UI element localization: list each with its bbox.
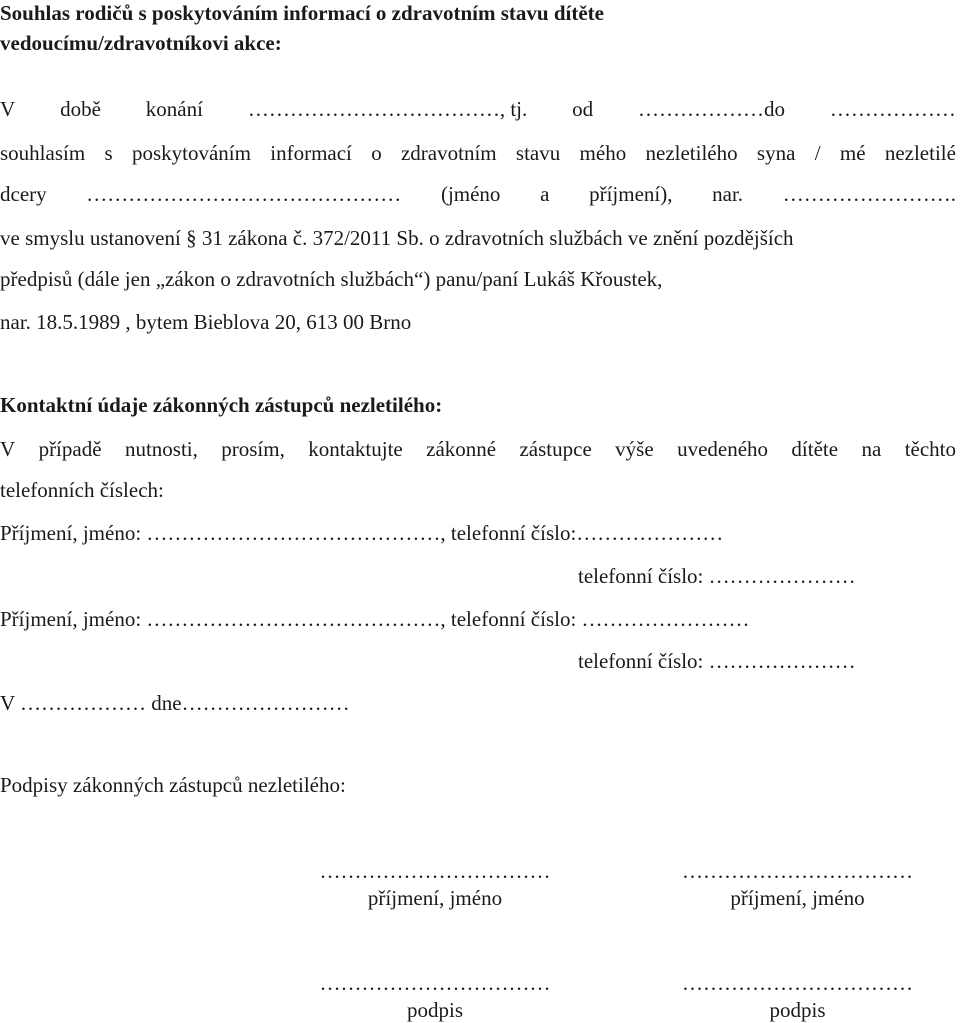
consent-line-6: nar. 18.5.1989 , bytem Bieblova 20, 613 00 Brno [0, 310, 412, 334]
word: dítěte [791, 437, 839, 461]
word: (jméno [440, 182, 501, 206]
word: na [861, 437, 882, 461]
word: těchto [904, 437, 956, 461]
word: výše [615, 437, 654, 461]
signatures-heading: Podpisy zákonných zástupců nezletilého: [0, 773, 346, 797]
word: konání [145, 97, 203, 121]
consent-line-3 [0, 181, 956, 207]
word: nezletilé [884, 141, 956, 165]
word: ……………………………………… [86, 182, 402, 206]
word: informací [270, 141, 352, 165]
contacts-intro-line-2: telefonních číslech: [0, 478, 164, 502]
contact-row-2-phone-2: telefonní číslo: ………………… [578, 649, 856, 673]
word: době [60, 97, 101, 121]
consent-line-5: předpisů (dále jen „zákon o zdravotních službách“) panu/paní Lukáš Křoustek, [0, 267, 663, 291]
name-label-left: příjmení, jméno [367, 886, 503, 910]
word: a [540, 182, 550, 206]
word: zdravotním [400, 141, 497, 165]
word: o [371, 141, 382, 165]
sign-label-right: podpis [769, 998, 826, 1022]
consent-line-1 [0, 96, 956, 122]
place-date-line: V ……………… dne…………………… [0, 691, 350, 715]
name-label-right: příjmení, jméno [730, 886, 865, 910]
form-title-line-2: vedoucímu/zdravotníkovi akce: [0, 31, 282, 55]
word: dcery [0, 182, 47, 206]
word: od [572, 97, 594, 121]
signature-name-line-right: …………………………… [682, 859, 913, 883]
signature-sign-line-left: …………………………… [319, 971, 551, 995]
word: nezletilého [645, 141, 738, 165]
word: nutnosti, [124, 437, 198, 461]
word: / [814, 141, 821, 165]
word: mého [579, 141, 627, 165]
word: V [0, 97, 16, 121]
word: uvedeného [677, 437, 769, 461]
word: syna [756, 141, 796, 165]
word: ………………do [638, 97, 786, 121]
word: V [0, 437, 16, 461]
word: poskytováním [131, 141, 251, 165]
word: ………………………………, tj. [247, 97, 528, 121]
consent-line-4: ve smyslu ustanovení § 31 zákona č. 372/2011 Sb. o zdravotních službách ve znění pozdějších [0, 226, 794, 250]
contact-row-1: Příjmení, jméno: ……………………………………, telefonní číslo:………………… [0, 521, 724, 545]
word: zástupce [519, 437, 592, 461]
sign-label-left: podpis [406, 998, 463, 1022]
word: prosím, [221, 437, 285, 461]
word: stavu [515, 141, 561, 165]
word: nar. [712, 182, 744, 206]
word: příjmení), [589, 182, 673, 206]
word: kontaktujte [308, 437, 403, 461]
word: souhlasím [0, 141, 86, 165]
word: ……………………. [782, 182, 956, 206]
word: případě [38, 437, 102, 461]
contact-row-2: Příjmení, jméno: ……………………………………, telefonní číslo: …………………… [0, 607, 750, 631]
word: zákonné [426, 437, 497, 461]
word: mé [839, 141, 866, 165]
form-title-line-1: Souhlas rodičů s poskytováním informací o zdravotním stavu dítěte [0, 1, 604, 25]
signature-sign-line-right: …………………………… [682, 971, 913, 995]
contacts-intro-line-1 [0, 436, 956, 462]
signature-name-line-left: …………………………… [319, 859, 551, 883]
contacts-heading: Kontaktní údaje zákonných zástupců nezletilého: [0, 393, 443, 417]
word: s [104, 141, 113, 165]
contact-row-1-phone-2: telefonní číslo: ………………… [578, 564, 856, 588]
consent-line-2 [0, 140, 956, 166]
word: ……………… [829, 97, 956, 121]
